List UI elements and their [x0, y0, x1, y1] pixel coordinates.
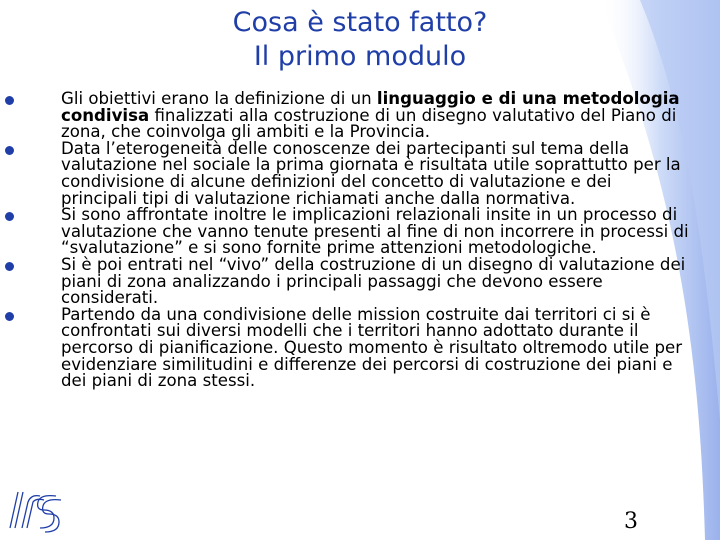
bullet-2-text: Data l’eterogeneità delle conoscenze dei partecipanti sul tema della valutazione nel sociale la prima giornata è risultata utile soprattutto per la condivisione di alcune definizioni del concetto di valutazione e dei principali tipi di valutazione richiamati anche dalla normativa. — [61, 138, 681, 208]
page-number: 3 — [624, 509, 638, 534]
bullet-1-bold-text: linguaggio e di una metodologia condivisa — [61, 89, 680, 125]
title-line-1: Cosa è stato fatto? — [232, 7, 488, 38]
blue-dot-icon — [5, 212, 14, 221]
irs-logo-icon — [10, 492, 61, 532]
blue-dot-icon — [5, 96, 14, 105]
bullet-item-5 — [0, 304, 720, 391]
bullet-item-4 — [0, 254, 720, 308]
bullet-3-text: Si sono affrontate inoltre le implicazioni relazionali insite in un processo di valutazione che vanno tenute presenti al fine di non incorrere in processi di “svalutazione” e si sono fornite prime attenzioni metodologiche. — [61, 205, 689, 258]
slide-title — [0, 6, 720, 74]
bullet-5-text: Partendo da una condivisione delle mission costruite dai territori ci si è confrontati sui diversi modelli che i territori hanno adottato durante il percorso di pianificazione. Questo momento è risultato oltremodo utile per evidenziare similitudini e differenze dei percorsi di costruzione dei piani e dei piani di zona stessi. — [61, 304, 683, 391]
bullet-item-3 — [0, 207, 720, 257]
bullet-4-text: Si è poi entrati nel “vivo” della costruzione di un disegno di valutazione dei piani di zona analizzando i principali passaggi che devono essere considerati. — [61, 254, 686, 308]
bullet-1-text-start: Gli obiettivi erano la definizione di un — [61, 89, 377, 108]
bullet-item-2 — [0, 138, 720, 208]
bullet-list — [0, 91, 720, 390]
blue-dot-icon — [5, 312, 14, 321]
bullet-1-text-end: finalizzati alla costruzione di un disegno valutativo del Piano di zona, che coinvolga gli ambiti e la Provincia. — [61, 105, 677, 142]
blue-dot-icon — [5, 146, 14, 155]
title-line-2: Il primo modulo — [253, 41, 467, 72]
blue-dot-icon — [5, 262, 14, 271]
bullet-item-1 — [0, 91, 720, 141]
